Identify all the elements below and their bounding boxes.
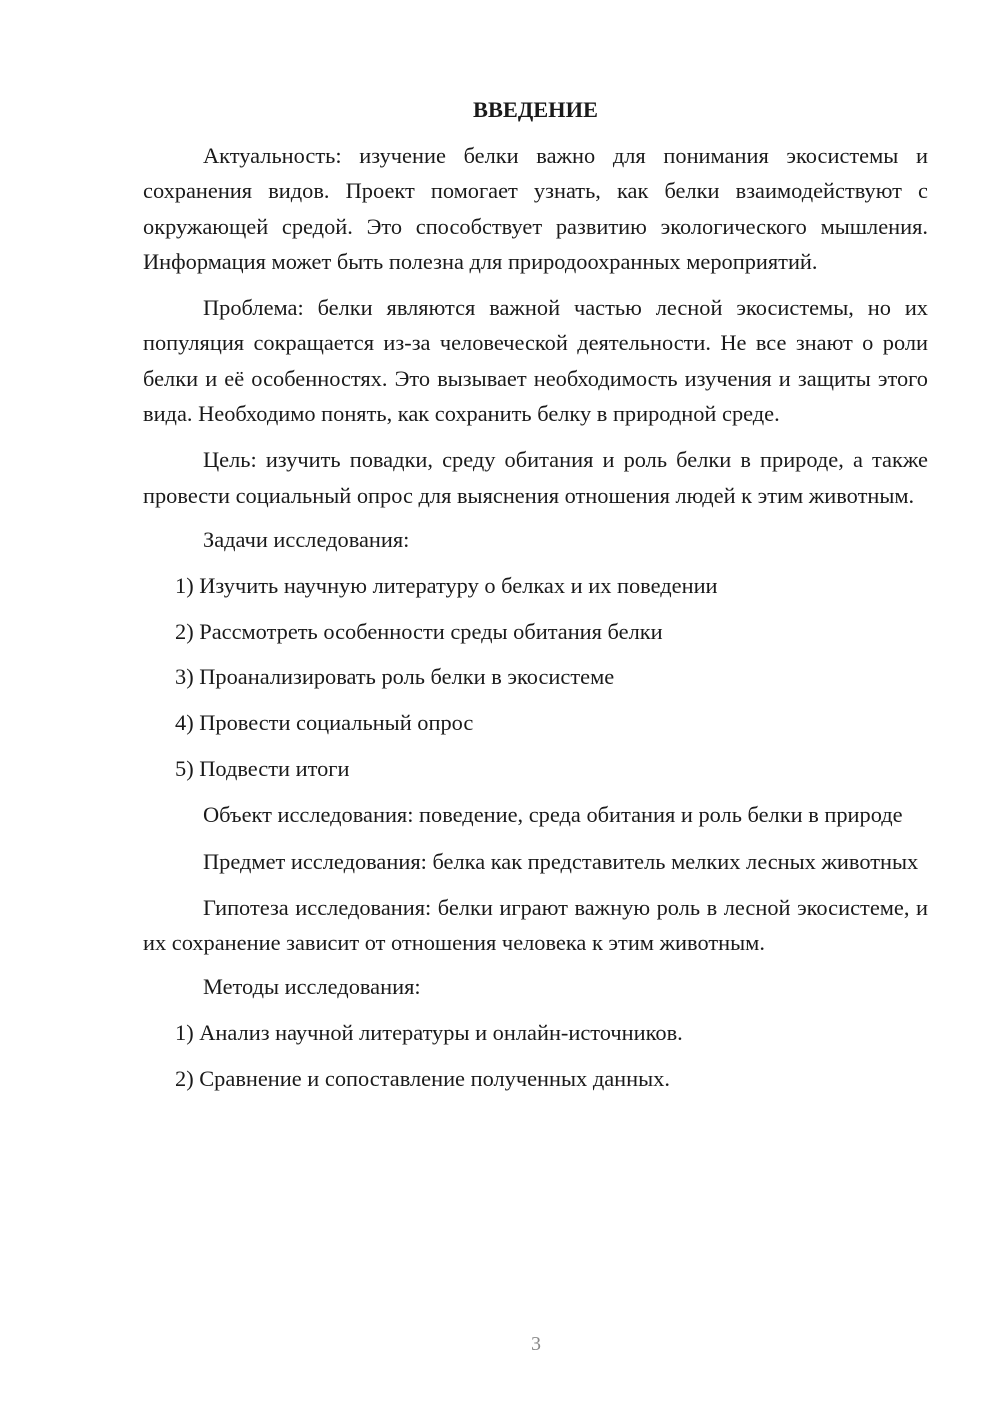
list-item: 2) Сравнение и сопоставление полученных данных. — [175, 1066, 670, 1092]
object-paragraph: Объект исследования: поведение, среда обитания и роль белки в природе — [203, 802, 903, 828]
section-title: ВВЕДЕНИЕ — [473, 97, 598, 122]
document-page — [143, 95, 928, 1096]
list-item: 1) Анализ научной литературы и онлайн-источников. — [175, 1020, 683, 1046]
hypothesis-paragraph: Гипотеза исследования: белки играют важную роль в лесной экосистеме, и их сохранение зависит от отношения человека к этим животным. — [143, 894, 928, 956]
page-number: 3 — [531, 1333, 541, 1355]
list-item: 2) Рассмотреть особенности среды обитания белки — [175, 618, 663, 644]
relevance-paragraph: Актуальность: изучение белки важно для понимания экосистемы и сохранения видов. Проект помогает узнать, как белки взаимодействуют с окружающей средой. Это способствует развитию экологического мышления. Информация может быть полезна для природоохранных мероприятий. — [143, 143, 928, 274]
list-item: 4) Провести социальный опрос — [175, 710, 474, 736]
tasks-heading: Задачи исследования: — [203, 526, 410, 552]
problem-paragraph: Проблема: белки являются важной частью лесной экосистемы, но их популяция сокращается из-за человеческой деятельности. Не все знают о роли белки и её особенностях. Это вызывает необходимость изучения и защиты этого вида. Необходимо понять, как сохранить белку в природной среде. — [143, 295, 928, 427]
methods-heading: Методы исследования: — [203, 974, 421, 1000]
goal-paragraph: Цель: изучить повадки, среду обитания и роль белки в природе, а также провести социальный опрос для выяснения отношения людей к этим животным. — [143, 447, 928, 508]
subject-paragraph: Предмет исследования: белка как представитель мелких лесных животных — [203, 848, 919, 874]
methods-list — [143, 1015, 928, 1096]
list-item: 3) Проанализировать роль белки в экосистеме — [175, 664, 615, 690]
list-item: 5) Подвести итоги — [175, 755, 350, 781]
list-item: 1) Изучить научную литературу о белках и их поведении — [175, 572, 718, 598]
tasks-list — [143, 568, 928, 786]
